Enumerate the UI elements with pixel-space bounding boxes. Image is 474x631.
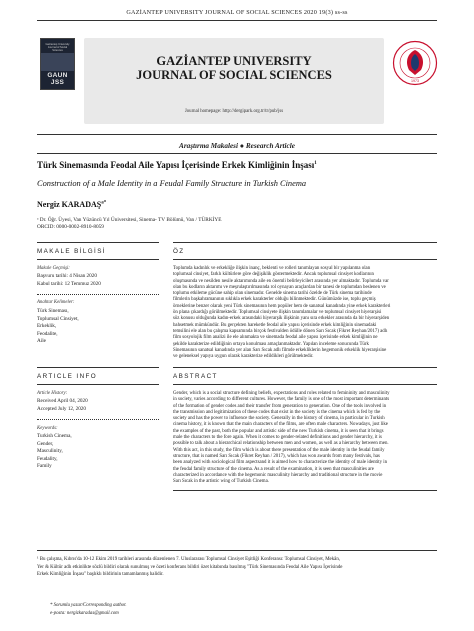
cover-label: GAUN JSS (47, 72, 68, 86)
footnote-line: ¹ Bu çalışma, Kıbrıs'da 10-12 Ekim 2019 tarihleri arasında düzenlenen 7. Uluslararası Toplumsal Cinsiyet Eşitliği Konferansı: Toplumsal Cinsiyet, Mekân, (37, 557, 341, 562)
abstract-line: structure, that is named Sarı Sıcak (Fikret Reyhan / 2017), which has won awards from many festivals, has (173, 453, 380, 459)
abstract-line: With this act, in this study, the film which is about there presentation of the male identity in the feudal family (173, 447, 385, 453)
keywords-label: Keywords: (37, 426, 58, 431)
oz-rule-top (173, 242, 437, 243)
oz-line: örneklerine benzer olarak yeni Türk sinemasının hem popüler hem de sanatsal kanadında yine erkek karakterleri (173, 303, 391, 309)
article-history-label: Article History: (37, 391, 68, 396)
keywords-list (37, 433, 72, 471)
oz-line: bahsetmek mümkündür. Bu gerçekten hareketle feodal aile yapısı içerisinde erkek kimliğinin sinemadaki (173, 322, 377, 328)
makale-dates (37, 273, 101, 288)
journal-cover-image (40, 38, 75, 90)
affiliation-text: ᵃ Dr. Öğr. Üyesi, Van Yüzüncü Yıl Üniversitesi, Sinema- TV Bölümü, Van / TÜRKİYE (37, 217, 222, 223)
abstract-line: Gender, which is a social structure defining beliefs, expectations and roles related to femininity and masculinity (173, 391, 390, 396)
abstract-line: the transmission and legitimization of these codes that exist in the society is the cinema which is fed by the (173, 409, 381, 415)
article-info-heading: ARTICLE INFO (37, 373, 98, 380)
abstract-line: of the formation of gender codes and their transfer from generation to generation. One of the tools involved in (173, 403, 387, 409)
info-divider (37, 419, 159, 420)
abstract-rule-mid (173, 384, 437, 385)
author-name-text: Nergiz KARADAŞ (37, 200, 102, 209)
abstract-line: been analyzed with sociological film aspectsand it is aimed how to characterize the identity of male identity in (173, 460, 387, 466)
article-title-en: Construction of a Male Identity in a Feudal Family Structure in Turkish Cinema (37, 179, 307, 188)
email-label: e-posta: (50, 611, 66, 616)
cover-band (41, 53, 74, 71)
article-title-tr (37, 160, 437, 170)
title-tr-text: Türk Sinemasında Feodal Aile Yapısı İçerisinde Erkek Kimliğinin İnşası (37, 160, 315, 170)
abstract-line: the examples of the past, both the popular and artistic side of the new Turkish cinema, it is seen that it brings (173, 428, 384, 434)
abstract-heading: ABSTRACT (173, 373, 218, 380)
footnote-rule (37, 550, 437, 551)
makale-bilgisi-heading: MAKALE BİLGİSİ (37, 248, 106, 255)
title-footnote-marker: 1 (314, 161, 317, 166)
university-logo-icon (392, 40, 438, 86)
keyword-tr: Feodalite, (37, 330, 58, 337)
abstract-line: characterized in accordance with the hegemonic masculinity hierarchy and traditional structure in the movie (173, 472, 383, 478)
abstract-line: society and has the power to influence the society. Generally in the history of cinema, in particular in Turkish (173, 416, 385, 422)
journal-banner (84, 38, 384, 124)
abstract-rule-top (173, 367, 437, 368)
running-head: GAZİANTEP UNIVERSITY JOURNAL OF SOCIAL SCIENCES 2020 19(3) ss-ss (126, 9, 348, 16)
article-type: Araştırma Makalesi ● Research Article (179, 142, 295, 150)
keyword-tr: Aile (37, 338, 46, 344)
abstract-line: in society, varies according to different cultures. However, the family is one of the most important determinants (173, 397, 390, 403)
abstract-line: male the characters to the fore again. When it comes to gender-related definitions and gender hierarchy, it is (173, 435, 382, 441)
keyword-en: Feudality, (37, 455, 58, 462)
footnote-line: Yer & Kültür adlı etkinlikte sözlü bildiri olarak sunulmuş ve özeti konferans bildiri özet kitabında basılmış "Türk Sinemasında Feodal Aile Yapısı İçerisinde (37, 564, 343, 570)
oz-line: temsilini ele alan bu çalışma kapsamında birçok festivalden ödülle dönen Sarı Sıcak (Fikret Reyhan/2017) adlı (173, 328, 388, 334)
abstract-line: the feudal family structure of the cinema. As a result of the examination, it is seen that masculinities are (173, 466, 374, 472)
oz-line: toplumsal cinsiyet, farklı kültürlere göre değişiklik göstermektedir. Ancak toplumsal cinsiyet kodlarının (173, 272, 374, 278)
keyword-tr: Türk Sineması, (37, 308, 69, 314)
makale-divider (37, 294, 159, 295)
abstract-text (173, 391, 437, 485)
anahtar-kelimeler-label: Anahtar Kelimeler: (37, 300, 75, 305)
oz-line: Toplumda kadınlık ve erkekliğe ilişkin inanç, beklenti ve rolleri tanımlayan sosyal bir yapılanma olan (173, 266, 371, 271)
article-type-rule-top (37, 134, 437, 135)
received-date: Received April 04, 2020 (37, 398, 88, 404)
keyword-tr: Toplumsal Cinsiyet, (37, 315, 79, 322)
orcid: ORCID: 0000-0002-8910-8059 (37, 223, 104, 230)
keyword-tr: Erkeklik, (37, 323, 57, 329)
abstract-rule-bottom (173, 490, 437, 491)
cover-title: Gaziantep University Journal of Social Sciences (45, 43, 70, 52)
oz-line: şekilde karakterize edildiğinin ortaya konulması amaçlanmaktadır. Yapılan inceleme sonucunda Türk (173, 341, 369, 347)
makale-gecmisi-label: Makale Geçmişi: (37, 266, 70, 271)
oz-line: oluşmasında ve nesilden nesile aktarımında aile en önemli belirleyicilert arasında yer almaktadır. Toplumda var (173, 278, 389, 284)
footnote-line: Erkek Kimliğinin İnşası" başlıklı bildirinin tamamlanmış halidir. (37, 572, 164, 577)
keyword-en: Masculinity, (37, 448, 63, 454)
journal-title-line2: JOURNAL OF SOCIAL SCIENCES (136, 68, 332, 82)
makale-rule-top (37, 242, 159, 243)
oz-line: ön plana çıkardığı görülmektedir. Toplumsal cinsiyete ilişkin tanımlamalar ve toplumsal cinsiyet hiyerarşisi (173, 310, 382, 316)
abstract-line: cinema history, it is known that the main characters of the films, are often male characters. Nowadays, just like (173, 422, 388, 428)
header-rule (37, 20, 437, 21)
oz-text (173, 266, 437, 360)
journal-title-line1: GAZİANTEP UNIVERSITY (156, 54, 312, 68)
footnote (37, 556, 437, 579)
kabul-tarihi: Kabul tarihi: 12 Temmuz 2020 (37, 280, 101, 287)
journal-homepage: Journal homepage: http://dergipark.org.tr/tr/pub/jss (184, 109, 284, 114)
corresponding-author-label: * Sorumlu yazar/Corresponding author. (50, 603, 127, 608)
corresponding-author (50, 603, 127, 608)
author-marker: a* (101, 200, 107, 206)
keyword-en: Gender, (37, 440, 54, 447)
oz-line: toplumu etkileme gücüne sahip olan sinemadır. Genelde sinema tarihi özelde de Türk sinema tarihinde (173, 291, 372, 297)
abstract-line: possible to talk about a hierarchical relationship between men and women, as well as a hierarchy between men. (173, 441, 389, 447)
author-name (37, 200, 106, 209)
accepted-date: Accepted July 12, 2020 (37, 405, 86, 412)
article-dates (37, 398, 88, 413)
email-link[interactable]: nergizkaradas@gmail.com (66, 611, 119, 616)
abstract-line: Sarı Sıcak in the artistic wing of Turkish Cinema. (173, 479, 269, 485)
oz-line: film sosyolojik film analizi ile ele alınmakta ve sinemada feodal aile yapısı içerisinde erkek kimliğinin ne (173, 335, 378, 341)
makale-rule-mid (37, 259, 159, 260)
keyword-en: Turkish Cinema, (37, 433, 72, 439)
article-type-rule-bottom (37, 153, 437, 154)
oz-heading: ÖZ (173, 248, 185, 255)
basvuru-tarihi: Başvuru tarihi: 4 Nisan 2020 (37, 273, 97, 279)
oz-rule-mid (173, 259, 437, 260)
oz-line: ve geleneksel yapıya uygun olarak karakterize edildikleri görülmektedir. (173, 354, 314, 360)
keyword-en: Family (37, 463, 52, 469)
email-line (50, 611, 119, 616)
logo-year: 1973 (411, 79, 419, 83)
oz-line: olan bu kodların aktarımı ve meşrulaştırılmasında rol oynayan araçlardan bir tanesi de toplumdan beslenen ve (173, 284, 386, 290)
journal-title (84, 54, 384, 82)
info-rule-top (37, 367, 159, 368)
oz-line: Sinemasının sanatsal kanadında yer alan Sarı Sıcak adlı filmde erkekliklerin hegemonik erkeklik hiyerarşisine (173, 347, 387, 353)
anahtar-kelimeler-list (37, 308, 79, 346)
info-rule-mid (37, 384, 159, 385)
affiliation (37, 217, 437, 230)
oz-line: filmlerin başkahramanının sıklıkla erkek karakterler olduğu bilinmektedir. Günümüzde ise, toplu geçmiş (173, 297, 376, 303)
oz-line: söz konusu olduğunda kadın-erkek arasındaki hiyerarşik ilişkinin yanı sıra erkekler arasında da bir hiyerarşiden (173, 316, 390, 322)
